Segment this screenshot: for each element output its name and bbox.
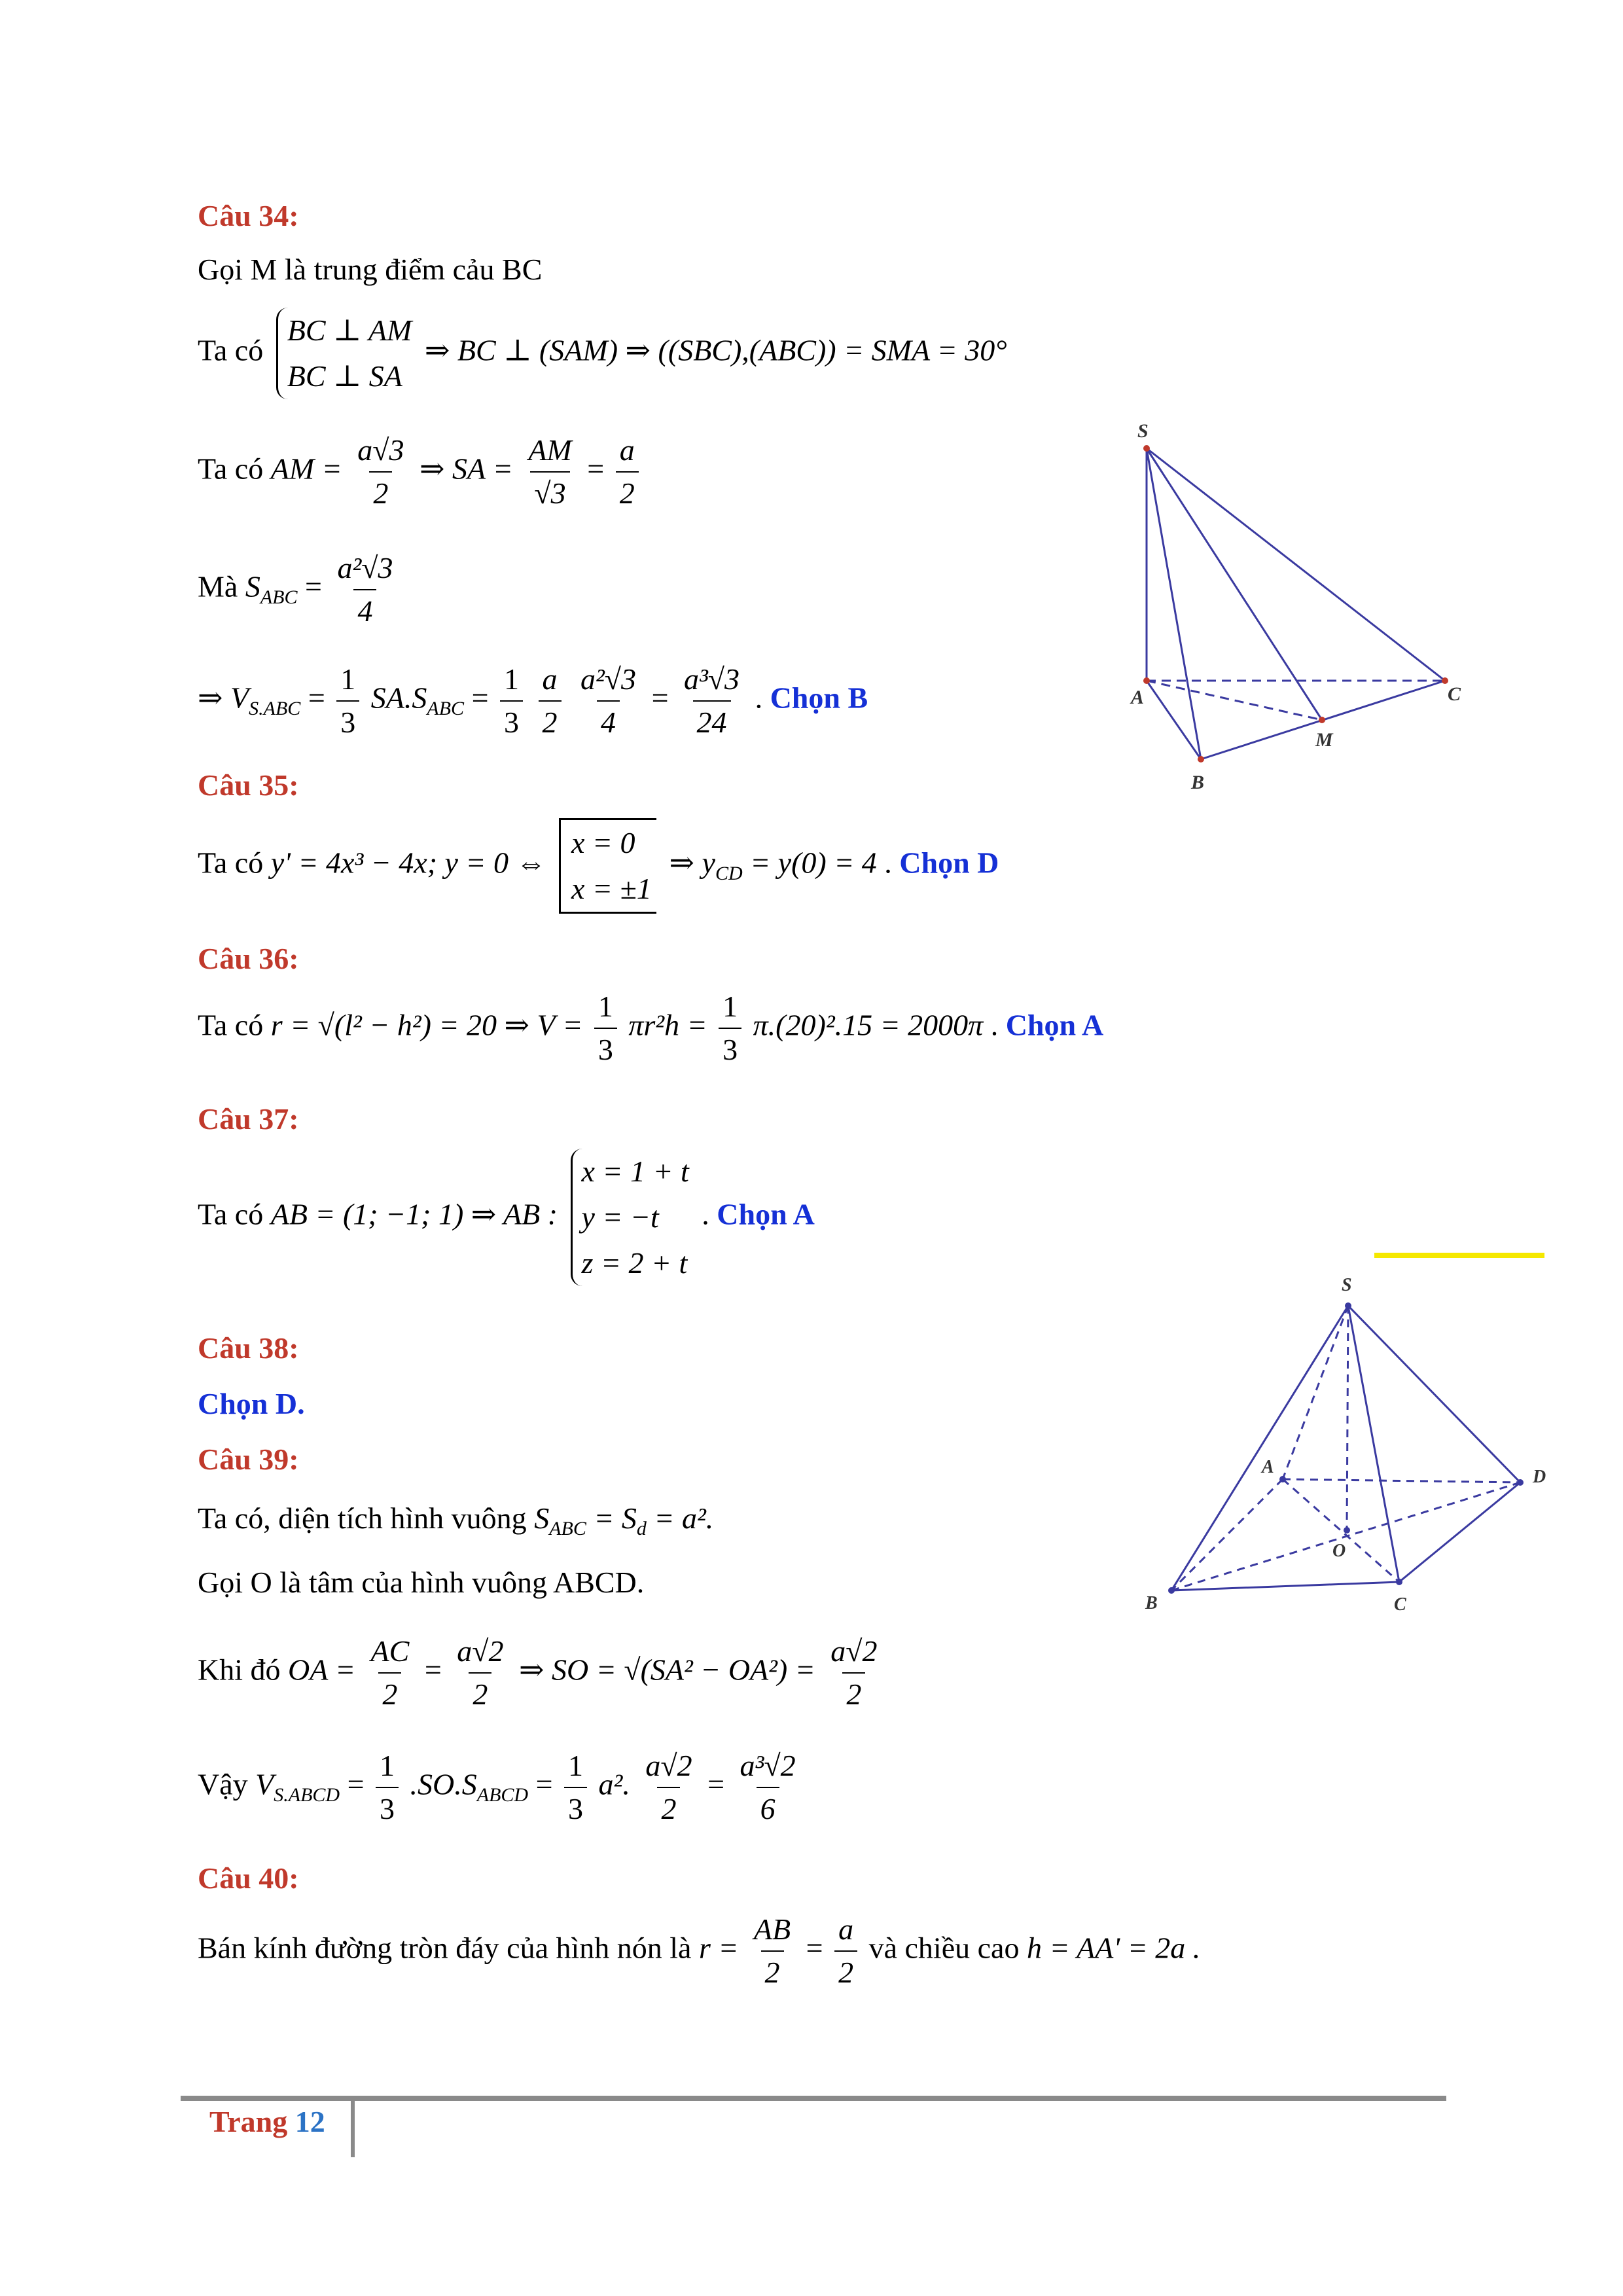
q34-line5: ⇒ $V_{S.ABC}$ = $\frac{1}{3}$ $SA.S_{ABC}$ = $\frac{1}{3}$ $\frac{a}{2}$ $\frac{\text{a²√3}}{4}$ = $\frac{\text{a³√3}}{24}$ . Chọn B: [198, 661, 868, 741]
fig1-label-s: S: [1137, 420, 1149, 442]
fig1-label-b: B: [1191, 772, 1205, 793]
fig1-label-m: M: [1315, 729, 1333, 751]
q34-line2: Ta có BC ⊥ AM BC ⊥ SA ⇒ BC ⊥ (SAM) ⇒ ((SBC),(ABC)) = SMA = 30°: [198, 308, 1007, 399]
page-footer: [209, 2104, 325, 2139]
q34-line3: Ta có AM = $\frac{a√3}{2}$ ⇒ SA = $\frac{AM}{√3}$ = $\frac{a}{2}$: [198, 432, 643, 512]
q35-title: Câu 35:: [198, 768, 299, 802]
q35-line1: Ta có y' = 4x³ − 4x; y = 0 ⇔ x = 0 x = ±1 ⇒ $y_{CD} = y(0) = 4$ . Chọn D: [198, 818, 999, 914]
fig2-label-b: B: [1145, 1593, 1158, 1613]
q36-line1: Ta có r = √(l² − h²) = 20 ⇒ V = $\frac{1}{3}$ πr²h = $\frac{1}{3}$ π.(20)².15 = 2000π . Chọn A: [198, 988, 1103, 1068]
q40-title: Câu 40:: [198, 1861, 299, 1895]
footer-divider: [351, 2101, 355, 2157]
q37-line1: Ta có AB = (1; −1; 1) ⇒ AB : x = 1 + t y = −t z = 2 + t . Chọn A: [198, 1149, 815, 1286]
q39-line2: Gọi O là tâm của hình vuông ABCD.: [198, 1566, 645, 1599]
pyramid-figure-2: [1126, 1257, 1551, 1643]
q36-title: Câu 36:: [198, 942, 299, 975]
footer-rule: [181, 2096, 1446, 2101]
fig2-label-d: D: [1533, 1467, 1546, 1487]
fig2-label-s: S: [1342, 1275, 1352, 1295]
q39-line1: Ta có, diện tích hình vuông $S_{ABC} = S_d = a^2$.: [198, 1501, 714, 1540]
q37-title: Câu 37:: [198, 1102, 299, 1136]
fig2-label-a: A: [1262, 1457, 1274, 1477]
q39-line4: Vậy $V_{S.ABCD}$ = $\frac{1}{3}$ $.SO.S_{ABCD}$ = $\frac{1}{3}$ a². $\frac{a√2}{2}$ = $\frac{\text{a³√2}}{6}$: [198, 1748, 804, 1827]
fig2-label-c: C: [1394, 1594, 1406, 1615]
footer-label: Trang: [209, 2105, 288, 2138]
q34-title: Câu 34:: [198, 199, 299, 232]
page-number: 12: [294, 2105, 325, 2138]
fig2-label-o: O: [1332, 1541, 1346, 1561]
q38-title: Câu 38:: [198, 1331, 299, 1365]
q34-line1: Gọi M là trung điểm cảu BC: [198, 253, 543, 286]
q40-line1: Bán kính đường tròn đáy của hình nón là r = $\frac{AB}{2}$ = $\frac{a}{2}$ và chiều cao h = AA' = 2a .: [198, 1911, 1200, 1991]
q34-line4: Mà $S_{ABC}$ = $\frac{\text{a²√3}}{4}$: [198, 550, 401, 630]
pyramid-figure-1: [1067, 412, 1472, 805]
q39-line3: Khi đó OA = $\frac{AC}{2}$ = $\frac{a√2}{2}$ ⇒ SO = √(SA² − OA²) = $\frac{a√2}{2}$: [198, 1633, 885, 1713]
fig1-label-c: C: [1448, 683, 1461, 705]
q39-title: Câu 39:: [198, 1443, 299, 1476]
q38-answer: Chọn D.: [198, 1387, 305, 1420]
fig1-label-a: A: [1131, 687, 1145, 708]
